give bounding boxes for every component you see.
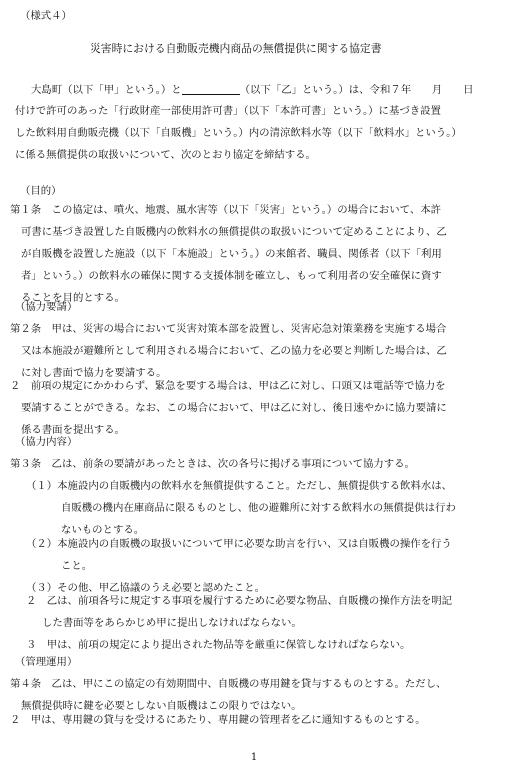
article-line: 可書に基づき設置した自販機内の飲料水の無償提供の取扱いについて定めることにより、乙 xyxy=(21,226,447,238)
article-line: した書面等をあらかじめ甲に提出しなければならない。 xyxy=(42,617,302,629)
section-heading: （管理運用） xyxy=(15,656,78,668)
preamble-text: 大島町（以下「甲」という。）と xyxy=(31,84,182,96)
list-item-continuation: ないものとする。 xyxy=(61,524,145,536)
list-item-continuation: こと。 xyxy=(61,560,93,572)
article-line: 又は本施設が避難所として利用される場合において、乙の協力を必要と判断した場合は、乙 xyxy=(21,345,447,357)
section-heading: （目的） xyxy=(20,185,62,197)
party-name-blank xyxy=(182,83,240,95)
list-item-continuation: 自販機の機内在庫商品に限るものとし、他の避難所に対する飲料水の無償提供は行わ xyxy=(61,502,456,514)
article-line: 第３条 乙は、前条の要請があったときは、次の各号に掲げる事項について協力する。 xyxy=(10,458,415,470)
preamble-text: （以下「乙」という。）は、令和７年 月 日 xyxy=(239,84,474,96)
document-title: 災害時における自動販売機内商品の無償提供に関する協定書 xyxy=(90,42,382,55)
article-line: 係る書面を提出する。 xyxy=(21,424,125,436)
article-line: ２ 甲は、専用鍵の貸与を受けるにあたり、専用鍵の管理者を乙に通知するものとする。 xyxy=(10,714,426,726)
list-item: （２）本施設内の自販機の取扱いについて甲に必要な助言を行い、又は自販機の操作を行う xyxy=(26,538,452,550)
section-heading: （協力内容） xyxy=(15,436,78,448)
section-heading: （協力要請） xyxy=(15,301,78,313)
list-item: （３）その他、甲乙協議のうえ必要と認めたこと。 xyxy=(26,582,265,594)
article-line: 無償提供時に鍵を必要としない自販機はこの限りではない。 xyxy=(21,700,302,712)
page-number: 1 xyxy=(250,752,258,763)
article-line: ３ 甲は、前項の規定により提出された物品等を厳重に保管しなければならない。 xyxy=(26,639,411,651)
preamble-line: 付けで許可のあった「行政財産一部使用許可書」（以下「本許可書」という。）に基づき設置 xyxy=(15,105,441,117)
article-line: に対し書面で協力を要請する。 xyxy=(21,367,167,379)
article-line: が自販機を設置した施設（以下「本施設」という。）の来館者、職員、関係者（以下「利用 xyxy=(21,248,442,260)
article-line: 要請することができる。なお、この場合において、甲は乙に対し、後日速やかに協力要請に xyxy=(21,402,447,414)
preamble-line xyxy=(31,83,473,97)
article-line: ることを目的とする。 xyxy=(21,292,125,304)
article-line: 第２条 甲は、災害の場合において災害対策本部を設置し、災害応急対策業務を実施する場合 xyxy=(10,323,447,335)
article-line: 者」という。）の飲料水の確保に関する支援体制を確立し、もって利用者の安全確保に資す xyxy=(21,270,442,282)
article-line: 第１条 この協定は、噴火、地震、風水害等（以下「災害」という。）の場合において、本許 xyxy=(10,204,441,216)
article-line: ２ 乙は、前項各号に規定する事項を履行するために必要な物品、自販機の操作方法を明記 xyxy=(26,595,453,607)
article-line: ２ 前項の規定にかかわらず、緊急を要する場合は、甲は乙に対し、口頭又は電話等で協力を xyxy=(10,380,446,392)
preamble-line: した飲料用自動販売機（以下「自販機」という。）内の清涼飲料水等（以下「飲料水」という。） xyxy=(15,127,462,139)
article-line: 第４条 乙は、甲にこの協定の有効期間中、自販機の専用鍵を貸与するものとする。ただし、 xyxy=(10,678,447,690)
preamble-line: に係る無償提供の取扱いについて、次のとおり協定を締結する。 xyxy=(15,149,316,161)
form-label: （様式４） xyxy=(20,10,72,22)
list-item: （１）本施設内の自販機内の飲料水を無償提供すること。ただし、無償提供する飲料水は、 xyxy=(26,480,453,492)
